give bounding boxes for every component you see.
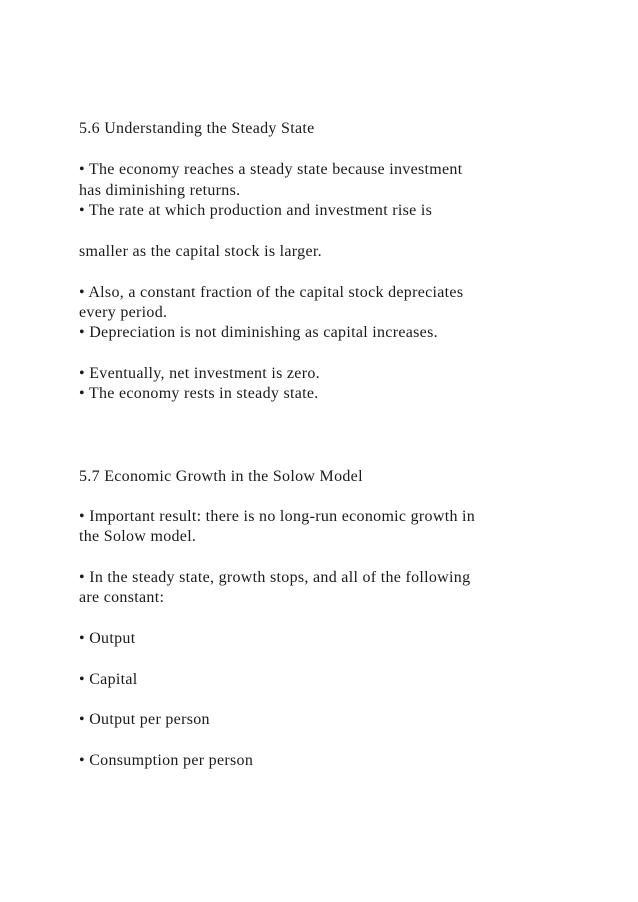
text-line: • Depreciation is not diminishing as capital increases. [79, 324, 438, 341]
text-line: • The economy reaches a steady state because investment [79, 161, 463, 178]
text-line: • In the steady state, growth stops, and all of the following [79, 569, 471, 586]
list-item-output-per-person: • Output per person [79, 711, 210, 728]
text-line: • Important result: there is no long-run economic growth in [79, 508, 476, 525]
list-item-capital: • Capital [79, 671, 138, 688]
text-line: • Also, a constant fraction of the capital stock depreciates [79, 284, 464, 301]
text-line: the Solow model. [79, 528, 197, 545]
text-line: are constant: [79, 589, 165, 606]
list-item-consumption-per-person: • Consumption per person [79, 752, 254, 769]
text-line: has diminishing returns. [79, 182, 241, 199]
list-item-output: • Output [79, 630, 136, 647]
text-line: • The economy rests in steady state. [79, 385, 319, 402]
section-heading-steady-state: 5.6 Understanding the Steady State [79, 120, 315, 137]
text-line: • Eventually, net investment is zero. [79, 365, 320, 382]
section-heading-solow-growth: 5.7 Economic Growth in the Solow Model [79, 468, 363, 485]
text-line: every period. [79, 304, 168, 321]
text-line: smaller as the capital stock is larger. [79, 243, 322, 260]
text-line: • The rate at which production and investment rise is [79, 202, 433, 219]
